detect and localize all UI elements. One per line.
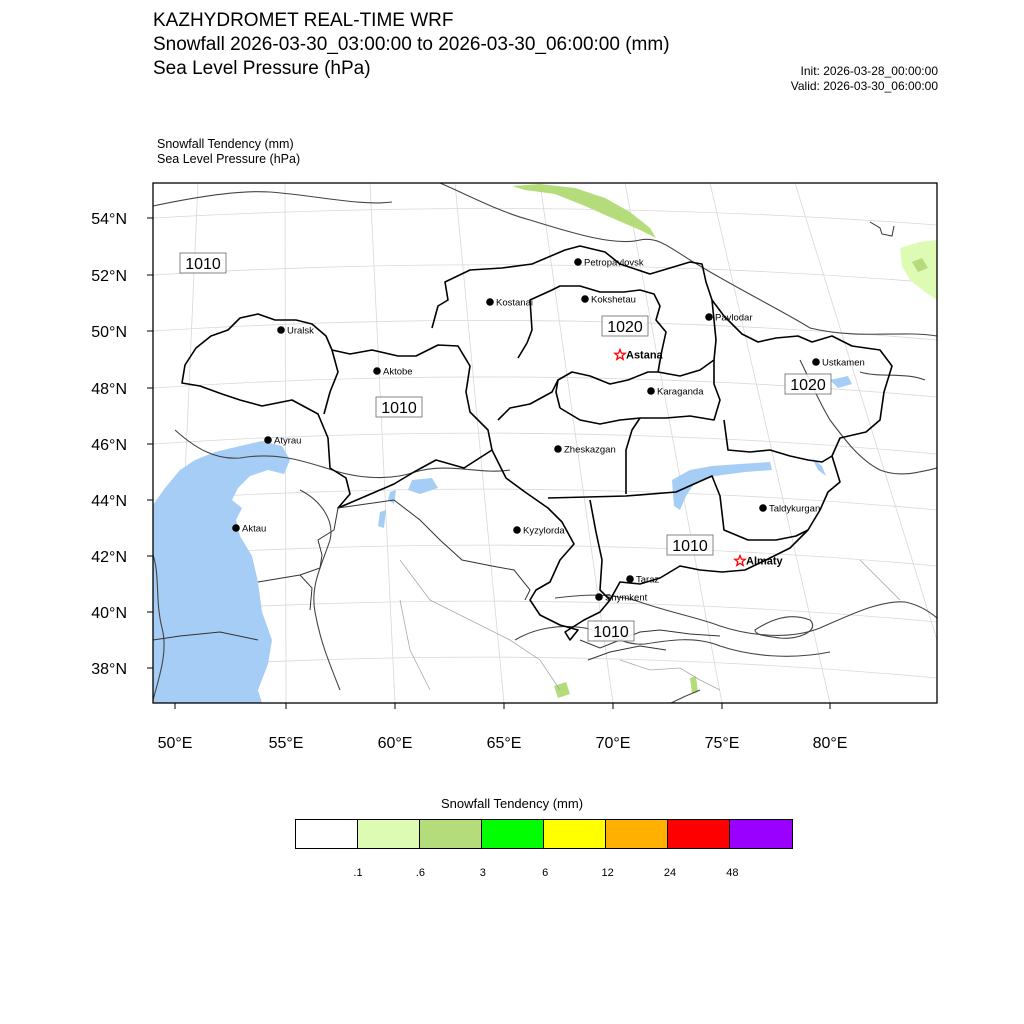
lat-label: 52°N (91, 268, 127, 285)
svg-text:1010: 1010 (593, 624, 629, 641)
legend-tick-label: 3 (479, 867, 486, 879)
city-label: Karaganda (657, 386, 704, 398)
city-label: Petropavlovsk (584, 257, 644, 269)
city-zheskazgan (554, 445, 616, 456)
city-label: Kostanai (496, 297, 533, 309)
legend-swatch (668, 820, 730, 848)
svg-text:1010: 1010 (381, 400, 417, 417)
lon-label: 80°E (812, 735, 848, 752)
lat-label: 38°N (91, 661, 127, 678)
city-uralsk (277, 326, 314, 337)
city-label: Pavlodar (715, 312, 753, 324)
legend-colorbar (295, 819, 793, 849)
caspian-sea (153, 441, 290, 703)
city-dot-icon (626, 575, 634, 583)
snowfall-area (512, 184, 656, 238)
lake-zaysan (830, 376, 852, 388)
svg-text:1020: 1020 (790, 377, 826, 394)
map-content (153, 183, 937, 720)
isobar-label (376, 397, 422, 417)
isobar-label (588, 621, 634, 641)
subtitle-line-1: Snowfall Tendency (mm) (157, 137, 294, 151)
city-kyzylorda (513, 526, 565, 537)
lon-label: 65°E (486, 735, 522, 752)
city-label: Ustkamen (822, 357, 865, 369)
lat-label: 40°N (91, 605, 127, 622)
city-dot-icon (232, 524, 240, 532)
city-dot-icon (759, 504, 767, 512)
lake-balkhash (672, 462, 772, 510)
lon-label: 50°E (157, 735, 193, 752)
city-astana (615, 350, 664, 362)
legend-swatch (606, 820, 668, 848)
city-label: Kyzylorda (523, 525, 565, 537)
city-dot-icon (264, 436, 272, 444)
city-dot-icon (705, 313, 713, 321)
lon-label: 55°E (268, 735, 304, 752)
isobar-label (667, 535, 713, 555)
city-kostanai (486, 298, 533, 309)
city-ustkamen (812, 358, 865, 369)
city-label: Taldykurgan (769, 503, 821, 515)
city-dot-icon (486, 298, 494, 306)
city-petropavlovsk (574, 258, 644, 269)
header-line-3: Sea Level Pressure (hPa) (153, 58, 371, 79)
country-borders (153, 222, 894, 660)
legend-swatch (544, 820, 606, 848)
isobar-label (785, 374, 831, 394)
legend-swatch (482, 820, 544, 848)
svg-text:1010: 1010 (185, 256, 221, 273)
city-label: Kokshetau (591, 294, 636, 306)
legend-tick-label: .1 (353, 867, 363, 879)
city-label: Atyrau (274, 435, 302, 447)
init-time: Init: 2026-03-28_00:00:00 (800, 64, 938, 78)
isobar-label (180, 253, 226, 273)
svg-text:1010: 1010 (672, 538, 708, 555)
subtitle-line-2: Sea Level Pressure (hPa) (157, 152, 301, 166)
city-label: Shymkent (605, 592, 648, 604)
legend-tick-label: 24 (663, 867, 677, 879)
capital-star-icon (615, 350, 625, 360)
city-almaty (735, 556, 784, 568)
lat-label: 48°N (91, 381, 127, 398)
lat-label: 46°N (91, 437, 127, 454)
city-kokshetau (581, 295, 636, 306)
legend-tick-label: .6 (415, 867, 425, 879)
city-label: Aktau (242, 523, 267, 535)
city-taldykurgan (759, 504, 820, 515)
capital-star-icon (735, 556, 745, 566)
svg-text:1020: 1020 (607, 319, 643, 336)
header-line-2: Snowfall 2026-03-30_03:00:00 to 2026-03-30_06:00:00 (mm) (153, 34, 670, 55)
legend-swatch (730, 820, 792, 848)
city-dot-icon (513, 526, 521, 534)
city-dot-icon (581, 295, 589, 303)
city-dot-icon (812, 358, 820, 366)
lon-label: 60°E (377, 735, 413, 752)
legend-title: Snowfall Tendency (mm) (440, 796, 584, 811)
lat-label: 54°N (91, 211, 127, 228)
aral-sea (378, 478, 438, 528)
city-dot-icon (554, 445, 562, 453)
city-dot-icon (574, 258, 582, 266)
city-label: Zheskazgan (564, 444, 616, 456)
valid-time: Valid: 2026-03-30_06:00:00 (790, 79, 938, 93)
city-label: Taraz (636, 574, 660, 586)
legend-swatch (296, 820, 358, 848)
lat-label: 42°N (91, 549, 127, 566)
city-dot-icon (373, 367, 381, 375)
city-pavlodar (705, 313, 752, 324)
cities-layer (232, 258, 865, 604)
lat-label: 44°N (91, 493, 127, 510)
header-line-1: KAZHYDROMET REAL-TIME WRF (153, 10, 454, 31)
lon-label: 70°E (595, 735, 631, 752)
city-dot-icon (277, 326, 285, 334)
city-label: Aktobe (383, 366, 413, 378)
city-karaganda (647, 387, 704, 398)
legend-tick-label: 48 (726, 867, 739, 879)
legend-tick-label: 12 (601, 867, 614, 879)
isobar-label (602, 316, 648, 336)
city-label: Uralsk (287, 325, 314, 337)
city-label: Astana (626, 349, 663, 362)
lon-label: 75°E (704, 735, 740, 752)
legend-tick-label: 6 (542, 867, 549, 879)
city-dot-icon (647, 387, 655, 395)
legend-swatch (420, 820, 482, 848)
graticule (153, 183, 937, 703)
city-dot-icon (595, 593, 603, 601)
city-label: Almaty (746, 555, 783, 568)
legend-swatch (358, 820, 420, 848)
lat-label: 50°N (91, 324, 127, 341)
